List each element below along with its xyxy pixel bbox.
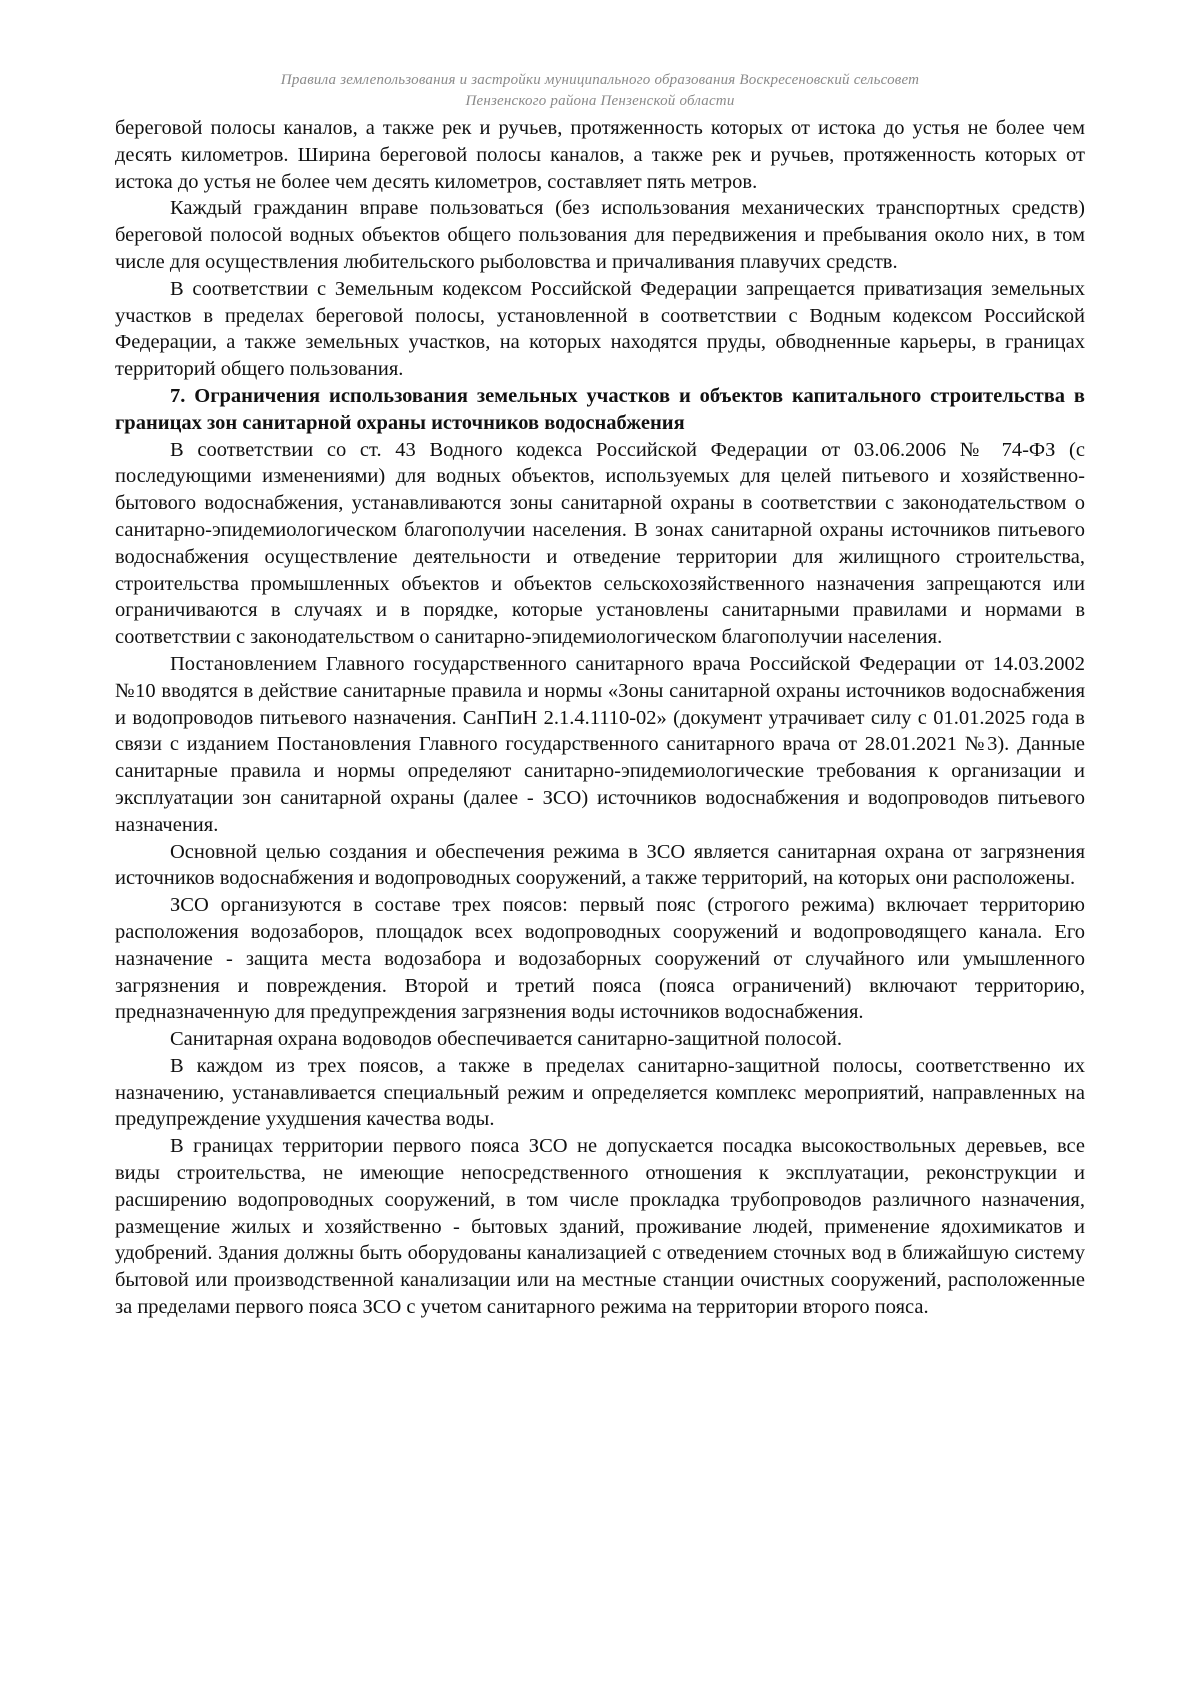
- paragraph-water-code: В соответствии со ст. 43 Водного кодекса Российской Федерации от 03.06.2006 № 74-ФЗ (с последующими изменениями) для водных объектов, используемых для целей питьевого и хозяйственно-бытового водоснабжения, устанавливаются зоны санитарной охраны в соответствии с законодательством о санитарно-эпидемиологическом благополучии населения. В зонах санитарной охраны источников питьевого водоснабжения осуществление деятельности и отведение территории для жилищного строительства, строительства промышленных объектов и объектов сельскохозяйственного назначения запрещаются или ограничиваются в случаях и в порядке, которые установлены санитарными правилами и нормами в соответствии с законодательством о санитарно-эпидемиологическом благополучии населения.: [115, 438, 1085, 649]
- paragraph-first-belt: В границах территории первого пояса ЗСО не допускается посадка высокоствольных деревьев, все виды строительства, не имеющие непосредственного отношения к эксплуатации, реконструкции и расширению водопроводных сооружений, в том числе прокладка трубопроводов различного назначения, размещение жилых и хозяйственно - бытовых зданий, проживание людей, применение ядохимикатов и удобрений. Здания должны быть оборудованы канализацией с отведением сточных вод в ближайшую систему бытовой или производственной канализации или на местные станции очистных сооружений, расположенные за пределами первого пояса ЗСО с учетом санитарного режима на территории второго пояса.: [115, 1135, 1085, 1319]
- paragraph-continuation: береговой полосы каналов, а также рек и ручьев, протяженность которых от истока до устья не более чем десять километров. Ширина береговой полосы каналов, а также рек и ручьев, протяженность которых от истока до устья не более чем десять километров, составляет пять метров.: [115, 117, 1085, 193]
- paragraph-conduits: Санитарная охрана водоводов обеспечивается санитарно-защитной полосой.: [170, 1028, 843, 1051]
- section-heading-7: 7. Ограничения использования земельных участков и объектов капитального строительства в границах зон санитарной охраны источников водоснабжения: [115, 384, 1085, 434]
- running-header: [115, 70, 1085, 112]
- running-header-line-1: Правила землепользования и застройки муниципального образования Воскресеновский сельсовет: [280, 72, 920, 88]
- paragraph-three-belts: ЗСО организуются в составе трех поясов: первый пояс (строгого режима) включает территорию расположения водозаборов, площадок всех водопроводных сооружений и водопроводящего канала. Его назначение - защита места водозабора и водозаборных сооружений от случайного или умышленного загрязнения и повреждения. Второй и третий пояса (пояса ограничений) включают территорию, предназначенную для предупреждения загрязнения воды источников водоснабжения.: [115, 894, 1085, 1024]
- paragraph-citizen-rights: Каждый гражданин вправе пользоваться (без использования механических транспортных средств) береговой полосой водных объектов общего пользования для передвижения и пребывания около них, в том числе для осуществления любительского рыболовства и причаливания плавучих средств.: [115, 197, 1085, 273]
- paragraph-goal: Основной целью создания и обеспечения режима в ЗСО является санитарная охрана от загрязнения источников водоснабжения и водопроводных сооружений, а также территорий, на которых они расположены.: [115, 840, 1085, 890]
- document-body: [115, 115, 1085, 1321]
- paragraph-sanpin: Постановлением Главного государственного санитарного врача Российской Федерации от 14.03.2002 №10 вводятся в действие санитарные правила и нормы «Зоны санитарной охраны источников водоснабжения и водопроводов питьевого назначения. СанПиН 2.1.4.1110-02» (документ утрачивает силу с 01.01.2025 года в связи с изданием Постановления Главного государственного санитарного врача от 28.01.2021 №3). Данные санитарные правила и нормы определяют санитарно-эпидемиологические требования к организации и эксплуатации зон санитарной охраны (далее - ЗСО) источников водоснабжения и водопроводов питьевого назначения.: [115, 652, 1085, 836]
- paragraph-special-regime: В каждом из трех поясов, а также в пределах санитарно-защитной полосы, соответственно их назначению, устанавливается специальный режим и определяется комплекс мероприятий, направленных на предупреждение ухудшения качества воды.: [115, 1054, 1085, 1131]
- paragraph-privatization: В соответствии с Земельным кодексом Российской Федерации запрещается приватизация земельных участков в пределах береговой полосы, установленной в соответствии с Водным кодексом Российской Федерации, а также земельных участков, на которых находятся пруды, обводненные карьеры, в границах территорий общего пользования.: [115, 277, 1085, 381]
- running-header-line-2: Пензенского района Пензенской области: [465, 93, 735, 109]
